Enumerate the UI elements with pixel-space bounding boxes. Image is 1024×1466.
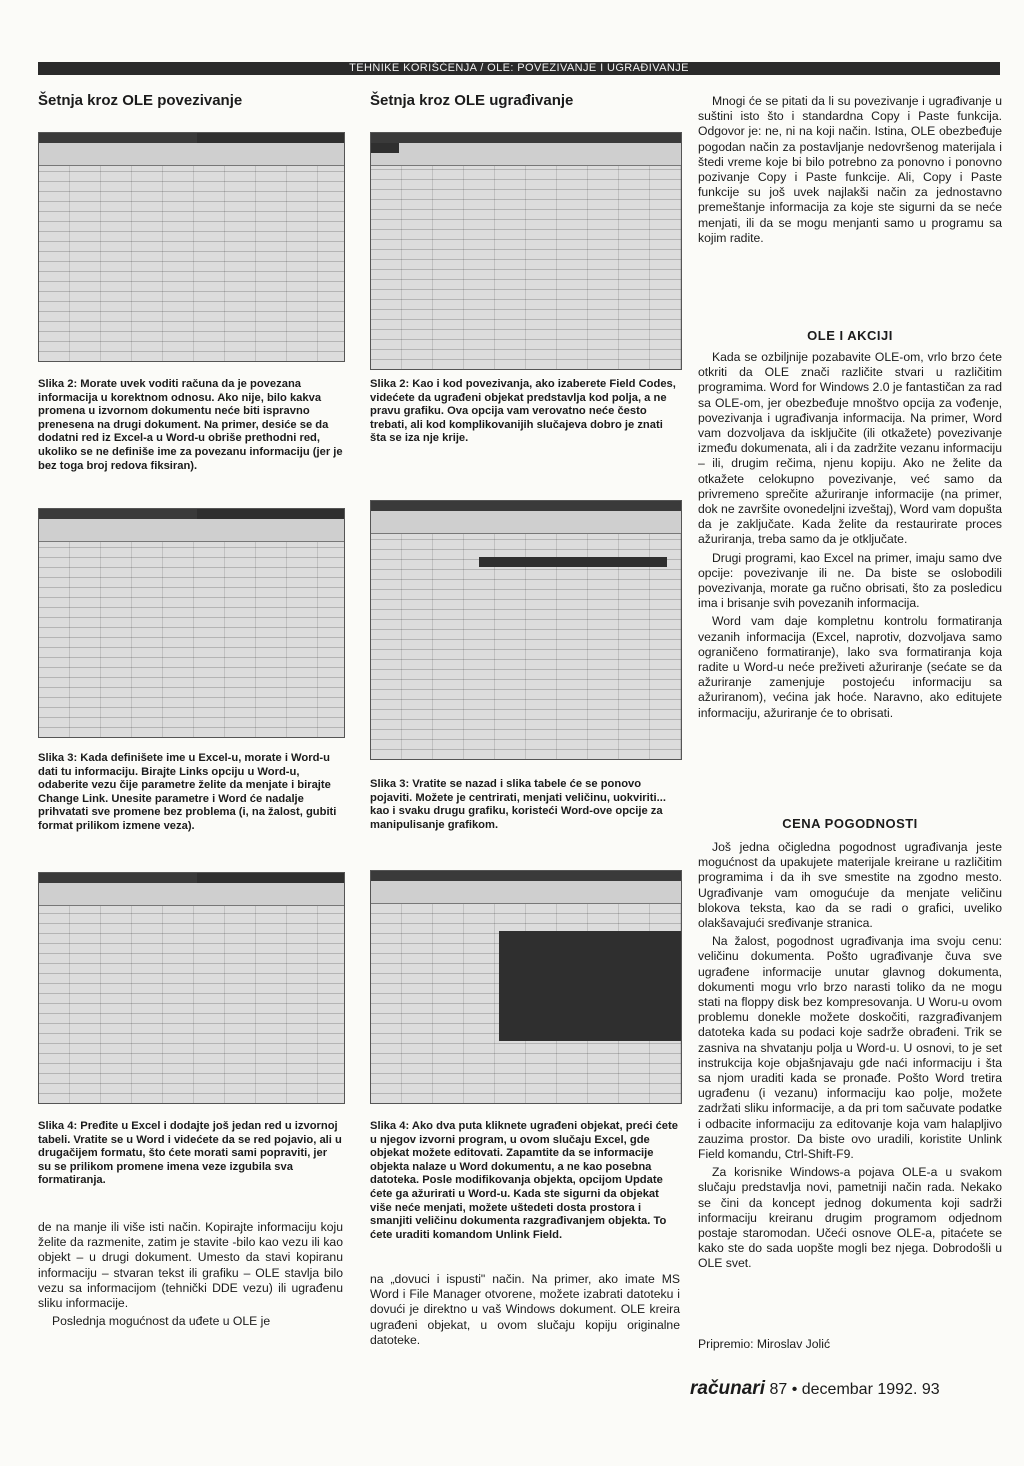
body-paragraph: Za korisnike Windows-a pojava OLE-a u svakom slučaju predstavlja novi, pametniji način rada. Nekako se čini da koncept jednog dokumenta koji sadrži informaciju kreiranu drugim programom odjednom postaje staromodan. Učeći osnove OLE-a, pitaćete se kako ste do sada uopšte mogli bez njega. Dobrodošli u OLE svet. <box>698 1165 1002 1271</box>
screenshot-linking-2 <box>38 508 345 738</box>
section-banner: TEHNIKE KORIŠĆENJA / OLE: POVEZIVANJE I UGRAĐIVANJE <box>38 62 1000 75</box>
page-footer <box>690 1378 940 1400</box>
issue-number: 87 <box>769 1381 788 1398</box>
page-number: 93 <box>921 1381 940 1398</box>
screenshot-embedding-3 <box>370 870 682 1104</box>
screenshot-embedding-1 <box>370 132 682 370</box>
screenshot-linking-1 <box>38 132 345 362</box>
heading-cena-pogodnosti: CENA POGODNOSTI <box>782 816 918 831</box>
body-paragraph: Još jedna očigledna pogodnost ugrađivanja jeste mogućnost da upakujete materijale kreirane u različitim programima i da ih sve smestite na zgodno mesto. Ugrađivanje vam omogućuje da menjate veličinu blokova teksta, kao da se radi o grafici, uveliko olakšavajući sređivanje stranica. <box>698 840 1002 931</box>
body-paragraph: Mnogi će se pitati da li su povezivanje i ugrađivanje u suštini isto što i standardna Copy i Paste funkcija. Odgovor je: ne, ni na koji način. Istina, OLE obezbeđuje pogodan način za postavljanje nedovršenog materijala i štedi vreme koje bi bilo potrebno za ponovno i ponovno pozivanje Copy i Paste funkcije. Ali, Copy i Paste funkcije su još uvek najlakši način za jednostavno premeštanje informacija za koje ste sigurni da se neće menjati, ili da se mogu menjanti samo u programu sa kojim radite. <box>698 94 1002 245</box>
left-column-title: Šetnja kroz OLE povezivanje <box>38 92 243 109</box>
body-paragraph: na „dovuci i ispusti" način. Na primer, ako imate MS Word i File Manager otvorene, možete izabrati datoteku i dovući je direktno u vaš Windows dokument. OLE kreira ugrađeni objekat, u ovom slučaju kopiju originalne datoteke. <box>370 1272 680 1347</box>
body-paragraph: Word vam daje kompletnu kontrolu formatiranja vezanih informacija (Excel, naprotiv, dozvoljava samo ograničeno formatiranje), lako sva formatiranja koja radite u Word-u neće preživeti ažuriranje (sećate se da ažuriranje zamenjuje postojeću informaciju sa ažuriranom), većina jak hoće. Naravno, ako editujete informaciju, ažuriranje će to obrisati. <box>698 614 1002 720</box>
screenshot-linking-3 <box>38 872 345 1104</box>
left-body-text <box>38 1220 343 1332</box>
body-paragraph: Kada se ozbiljnije pozabavite OLE-om, vrlo brzo ćete otkriti da OLE znači različite stvari u različitim programima. Word for Windows 2.0 je fantastičan za rad sa OLE-om, jer obezbeđuje mnoštvo opcija za vođenje, povezivanja i ugrađivanja informacija. Na primer, Word vam dozvoljava da isključite (ili otkažete) povezivanje između dokumenata, ali i da zadržite vezanu informaciju – ili, drugim rečima, njenu kopiju. Ako ne želite da otkažete celokupno povezivanje, već samo da privremeno sprečite ažuriranje informacije (na primer, dok ne završite ovonedeljni izveštaj), Word vam dopušta da je zaključate. Kada želite da restaurirate proces ažuriranja, treba samo da je otključate. <box>698 350 1002 547</box>
body-paragraph: de na manje ili više isti način. Kopirajte informaciju koju želite da razmenite, zatim je stavite -bilo kao vezu ili kao objekt – u drugi dokument. Umesto da stavi kopiranu informaciju – stvaran tekst ili grafiku – OLE stavlja bilo vezu sa informacijom (tehnički DDE vezu) ili ugrađenu sliku informacije. <box>38 1220 343 1311</box>
screenshot-embedding-2 <box>370 500 682 760</box>
caption-linking-3: Slika 3: Kada definišete ime u Excel-u, morate i Word-u dati tu informaciju. Birajte Links opciju u Word-u, odaberite vezu čije parametre želite da menjate i birajte Change Link. Unesite parametre i Word će nadalje prihvatati sve promene bez problema (i, na žalost, gubiti format prilikom izmene veza). <box>38 752 337 832</box>
caption-embedding-4: Slika 4: Ako dva puta kliknete ugrađeni objekat, preći ćete u njegov izvorni program, u ovom slučaju Excel, gde objekat možete editovati. Zapamtite da se informacije objekta nalaze u Word dokumentu, a ne kao posebna datoteka. Posle modifikovanja objekta, opcijom Update ćete ga ažurirati u Word-u. Kada ste sigurni da objekat više neće menjati, možete uštedeti dosta prostora i smanjiti veličinu dokumenta razgrađivanjem objekta. To ćete uraditi komandom Unlink Field. <box>370 1120 678 1241</box>
right-intro-text <box>698 94 1002 249</box>
issue-date: decembar 1992. <box>801 1381 918 1398</box>
footer-bullet: • <box>791 1381 798 1398</box>
caption-embedding-2: Slika 2: Kao i kod povezivanja, ako izaberete Field Codes, videćete da ugrađeni objekat predstavlja kod polja, a ne pravu grafiku. Ova opcija vam verovatno neće često trebati, ali kod komplikovanijih slučajeva dobro je znati šta se iza nje krije. <box>370 378 676 445</box>
heading-ole-akciji: OLE I AKCIJI <box>807 328 893 343</box>
magazine-name: računari <box>690 1378 765 1399</box>
caption-linking-2: Slika 2: Morate uvek voditi računa da je povezana informacija u korektnom odnosu. Ako nije, bilo kakva promena u izvornom dokumentu neće biti ispravno prenesena na drugi dokument. Na primer, desiće se da dodatni red iz Excel-a u Word-u obriše prethodni red, ukoliko se ne definiše ime za povezanu informaciju (jer je bez toga broj redova fiksiran). <box>38 378 343 472</box>
body-paragraph: Drugi programi, kao Excel na primer, imaju samo dve opcije: povezivanje ili ne. Da biste se oslobodili povezivanja, morate ga ručno obrisati, što za posledicu ima i brisanje svih povezanih informacija. <box>698 550 1002 611</box>
middle-body-text <box>370 1272 680 1351</box>
caption-linking-4: Slika 4: Pređite u Excel i dodajte još jedan red u izvornoj tabeli. Vratite se u Word i videćete da se red pojavio, ali u drugačijem formatu, što ćete morati sami popraviti, jer su se prilikom promene imena veze izgubila sva formatiranja. <box>38 1120 342 1187</box>
author-signature: Pripremio: Miroslav Jolić <box>698 1337 831 1351</box>
body-paragraph: Poslednja mogućnost da uđete u OLE je <box>52 1314 271 1329</box>
body-paragraph: Na žalost, pogodnost ugrađivanja ima svoju cenu: veličinu dokumenta. Pošto ugrađivanje čuva sve ugrađene informacije unutar glavnog dokumenta, dokumenti mogu vrlo brzo narasti toliko da ne mogu stati na floppy disk bez kompresovanja. U Woru-u ovom problemu donekle možete doskočiti, razgrađivanjem datoteka kada su podaci koje sadrže obrađeni. Trik se zasniva na shvatanju polja u Word-u. U osnovi, to je set instrukcija koje objašnjavaju gde naći informaciju i šta sa njom uraditi kada se pronađe. Pošto Word tretira ugrađenu (i vezanu) informaciju kao polje, možete zadržati sliku informacije, a da pri tom sačuvate podatke i odbacite informaciju za editovanje koja vam halapljivo zauzima prostor. Da biste ovo uradili, koristite Unlink Field komandu, Ctrl-Shift-F9. <box>698 934 1002 1162</box>
middle-column-title: Šetnja kroz OLE ugrađivanje <box>370 92 574 109</box>
right-cena-text <box>698 840 1002 1275</box>
caption-embedding-3: Slika 3: Vratite se nazad i slika tabele će se ponovo pojaviti. Možete je centrirati, menjati veličinu, uokviriti... kao i svaku drugu grafiku, koristeći Word-ove opcije za manipulisanje grafikom. <box>370 778 666 831</box>
right-akcija-text <box>698 350 1002 724</box>
